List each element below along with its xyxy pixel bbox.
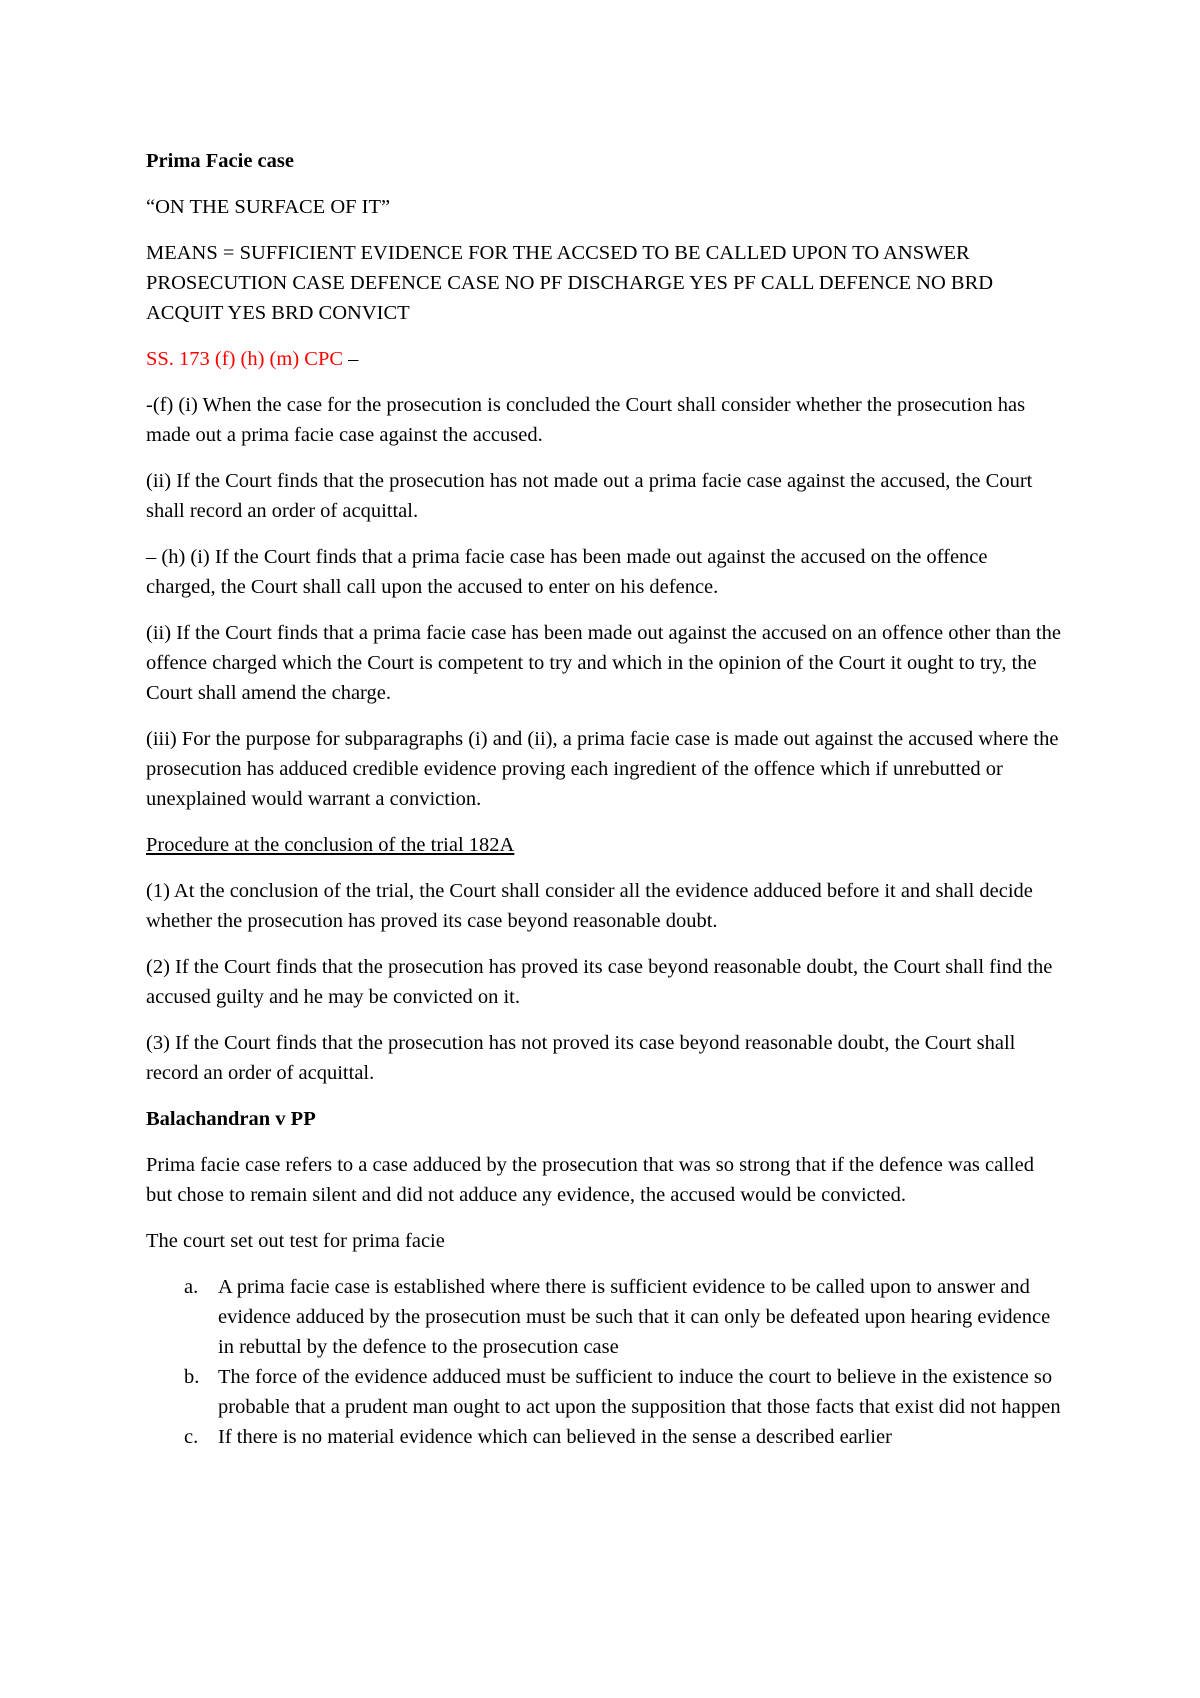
test-list: [146, 1272, 1062, 1452]
list-marker: b.: [184, 1366, 200, 1388]
section-reference: [146, 344, 1062, 374]
section-ref-dash: –: [343, 348, 359, 370]
section-ref-text: SS. 173 (f) (h) (m) CPC: [146, 348, 344, 370]
list-marker: c.: [184, 1426, 199, 1448]
procedure-heading: Procedure at the conclusion of the trial 182A: [146, 834, 515, 856]
list-item-text: A prima facie case is established where there is sufficient evidence to be called upon to answer and evidence adduced by the prosecution must be such that it can only be defeated upon hearing evidence in rebuttal by the defence to the prosecution case: [218, 1276, 1051, 1358]
means-paragraph: MEANS = SUFFICIENT EVIDENCE FOR THE ACCSED TO BE CALLED UPON TO ANSWER PROSECUTION CASE DEFENCE CASE NO PF DISCHARGE YES PF CALL DEFENCE NO BRD ACQUIT YES BRD CONVICT: [146, 242, 994, 324]
para-f-i: -(f) (i) When the case for the prosecution is concluded the Court shall consider whether the prosecution has made out a prima facie case against the accused.: [146, 394, 1026, 446]
para-h-iii: (iii) For the purpose for subparagraphs (i) and (ii), a prima facie case is made out against the accused where the prosecution has adduced credible evidence proving each ingredient of the offence which if unrebutted or unexplained would warrant a conviction.: [146, 728, 1059, 810]
para-f-ii: (ii) If the Court finds that the prosecution has not made out a prima facie case against the accused, the Court shall record an order of acquittal.: [146, 470, 1033, 522]
doc-title: Prima Facie case: [146, 150, 294, 172]
list-item-text: The force of the evidence adduced must be sufficient to induce the court to believe in the existence so probable that a prudent man ought to act upon the supposition that those facts that exist did not happen: [218, 1366, 1061, 1418]
list-item: [146, 1422, 1062, 1452]
list-item: [146, 1362, 1062, 1422]
procedure-1: (1) At the conclusion of the trial, the Court shall consider all the evidence adduced before it and shall decide whether the prosecution has proved its case beyond reasonable doubt.: [146, 880, 1033, 932]
case-heading: Balachandran v PP: [146, 1108, 316, 1130]
test-intro: The court set out test for prima facie: [146, 1230, 445, 1252]
list-item: [146, 1272, 1062, 1362]
doc-subtitle: “ON THE SURFACE OF IT”: [146, 196, 391, 218]
list-marker: a.: [184, 1276, 199, 1298]
para-h-ii: (ii) If the Court finds that a prima facie case has been made out against the accused on an offence other than the offence charged which the Court is competent to try and which in the opinion of the Court it ought to try, the Court shall amend the charge.: [146, 622, 1061, 704]
list-item-text: If there is no material evidence which can believed in the sense a described earlier: [218, 1426, 892, 1448]
case-paragraph: Prima facie case refers to a case adduced by the prosecution that was so strong that if the defence was called but chose to remain silent and did not adduce any evidence, the accused would be convicted.: [146, 1154, 1034, 1206]
document-body: [146, 146, 1062, 1452]
procedure-2: (2) If the Court finds that the prosecution has proved its case beyond reasonable doubt, the Court shall find the accused guilty and he may be convicted on it.: [146, 956, 1053, 1008]
procedure-3: (3) If the Court finds that the prosecution has not proved its case beyond reasonable doubt, the Court shall record an order of acquittal.: [146, 1032, 1016, 1084]
para-h-i: – (h) (i) If the Court finds that a prima facie case has been made out against the accused on the offence charged, the Court shall call upon the accused to enter on his defence.: [146, 546, 988, 598]
